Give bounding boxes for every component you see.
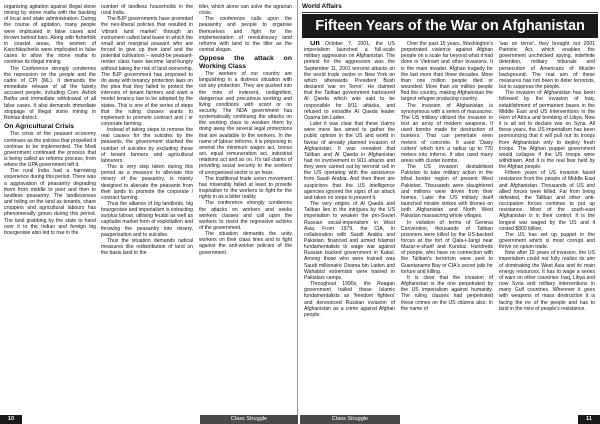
paragraph: Thus the alliance of big landlords, big bourgeoisie and imperialism is extracting surplus labour, utilising feudal as well as capitalist market form of exploitation and throwing the peasantry into misery, pauperisation and to suicides. — [101, 201, 193, 238]
dateline: On — [310, 41, 320, 47]
paragraph: organizing agitation against illegal stone mining by stone mafia with the backing of local and state administration. During the course of agitation, many people were implicated in false cases and thrown behind bars. Along with fisherfolk in coastal areas, the women of Kanchikacherla were implicated in false cases to allow the stone mafia to continue its illegal mining. — [4, 4, 96, 66]
paragraph: Over the past 15 years, Washington's perpetrated violence against Afghan people on a scale far beyond what it had done in Vietnam and other invasions. It is the main invader. Afghan tragedy for the last more than three decades. More than one million people died or wounded. More than six million people fled the country, making Afghanistan the largest refugee producing country. — [401, 41, 493, 103]
paragraph: The crisis of the peasant economy continues as the policies that propelled it continue to be implemented. The Modi government continued the process that is being called as reforms process, from where the UPA government left it. — [4, 131, 96, 169]
paragraph: The invasion of Afghanistan has been followed by the invasion of Iraq, establishment of permanent bases in the Middle East and US interventions in the Horn of Africa and bombing of Libya. Now it is all set to declare war on Syria. All these years, the US imperialism has been pronouncing that it will pull out its troops from Afghanistan only to deploy fresh troops. The Afghan puppet government would collapse if the US troops were withdrawn. And it is the real fear held by the Afghan people. — [499, 90, 595, 171]
magazine-name: Class Struggle — [300, 415, 400, 424]
paragraph: Later it was clear that these claims were mere lies aimed to gather the public opinion in the US and world in favour of already planned invasion of Afghanistan. It was revealed that Taliban and Al Qaeda in Afghanistan had no involvement in 9/11 attacks and they were carried out by terrorist cell in the US operating with the assistance from Saudi Arabia. And then there are suspicions that the US intelligence agencies ignored the signs of an attack and taken no steps to prevent it. — [304, 121, 395, 201]
paragraph — [304, 41, 395, 121]
section-heading: Oppose the attack on Working Class — [199, 55, 292, 70]
paragraph: In violation of terms of Geneva Convention, thousands of Taliban prisoners were killed by the US-backed forces at the fort of Qala-i-Jangi near Mazar-e-sharif and Kunduz. Hundreds of people, who have no connection with the Taliban's terrorism were sent to Guantanamo Bay or CIA's secret jails for torture and killing. — [401, 219, 493, 275]
left-column-1 — [4, 4, 96, 414]
paragraph: The conference calls upon the peasantry and people to organise themselves and fight for the implementation of revolutionary land reforms with land to the tiller as the central slogan. — [199, 16, 292, 54]
paragraph: The US has set up puppet in the government which is most corrupt and thrive on opium trade. — [499, 231, 595, 251]
paragraph: Thus the situation demands radical measures like redistribution of land on the basis land to the — [101, 237, 193, 257]
paragraph: The rural India had a harrowing experience during this period. There was a aggravation of peasantry degrading them from middle to poor and then to landless peasantry. The landlessness and toiling on the land as tenants, share croppers and agricultural labours has phenomenally grown during this period. The land grabbing by the state to hand over it to the Indian and foreign big bourgeoisie also led to rise in the — [4, 168, 96, 236]
page-number: 10 — [0, 415, 22, 424]
paragraph: Fifteen years of US invasion faced resistance from the people of Middle East and Afghanistan. Thousands of US and allied forces were killed. Far from being defeated, the Taliban and other anti-occupation forces continue to put up resistance. Most of the south-east Afghanistan is in their control. It is the longest war waged by the US and it costed $800 billion. — [499, 170, 595, 232]
magazine-name: Class Struggle — [200, 415, 298, 424]
left-column-2 — [101, 4, 193, 414]
paragraph: The Conference strongly condemns the repression on the people and the cadre of CPI (ML). It demands the immediate release of all the falsely accused people, including Com. Ashok Bathu and immediate withdrawal of all false cases. It also demands immediate stoppage of illegal stone mining in Rohtas district. — [4, 65, 96, 121]
page-number: 11 — [578, 415, 600, 424]
paragraph: number of landless households in the rural India. — [101, 4, 193, 17]
paragraph: Now after 15 years of invasion, the US imperialism could not fully realize its aim of dominating the West Asia and its main energy resources. It has to wage a series of wars on other countries: Iraq, Libya and now Syria and military interventions in many Gulf countries. Wherever it goes with weapons of mass destruction it is facing the ire of the people and has to land in the mire of people's resistance. — [499, 250, 595, 312]
paragraph: This is very step taken during this period as a measure to alleviate this misery of the peasantry, is mainly designed to alienate the peasants from their lands to promote the corporate / contract farming. — [101, 164, 193, 201]
paragraph: The invasion of Afghanistan is synonymous with a series of massacres. The US military utilized the invasion to test an array of modern weapons. It used bombs made for destruction of bunkers. That can penetrate even meters of concrete. It used 'Daisy cutters' which turn a radius up to 770 meters into inferno. It also used many areas with cluster bombs. — [401, 102, 493, 164]
paragraph: Throughout 1990s, the Reagan government hailed these Islamic fundamentalists as 'freedom fighters' and denounced Russian invasion of Afghanistan as a crime against Afghan people. — [304, 281, 395, 318]
left-page — [0, 0, 298, 424]
paragraph: The US invasion destabilised Pakistan to take military action in the tribal border region of present West Pakistan. Thousands were slaughtered and millions were driven from their homes. Later the US military itself launched missile strikes with drones on both Afghanistan and North West Pakistan massacring whole villages. — [401, 164, 493, 220]
paragraph: 'war on terror', they brought out 2001 Patriotic Act, which enables the government unchecked spying, indefinite detention, military tribunals and persecution of Americans of Muslim background. The real aim of these measures has not been to deter terrorists, but to suppress the people. — [499, 41, 595, 91]
section-label: World Affairs — [302, 3, 342, 10]
paragraph: Instead of taking steps to remove the real causes for the suicides by the peasants, the government slashed the number of suicides by excluding those of tenant farmers and agricultural labourers. — [101, 127, 193, 164]
left-column-3 — [199, 4, 292, 414]
right-column-2 — [401, 41, 493, 410]
section-heading: On Agricultural Crisis — [4, 122, 74, 130]
paragraph: The conference strongly condemns the attacks on workers and seeks workers classes and call upon the workers to resist the regressive actions of the government. — [199, 200, 292, 231]
paragraph: It is clear that the invasion of Afghanistan is the one perpetrated by the US imperialism against humanity. The ruling classes had perpetrated these crimes on the US citizens also. In the name of — [401, 274, 493, 312]
paragraph: tiller, which alone can solve the agrarian crisis. — [199, 4, 292, 17]
right-column-3 — [499, 41, 595, 410]
paragraph: The workers of our country are languishing in a distress situation with out any protection. They are pushed into the mire of indecent, undignified, dangerous and precarious working and living conditions with scant or no security. The NDA government has systematically continuing the attacks on the working class to weaken them by doing away the several legal protections that are available to the workers. In the name of labour reforms, it is proposing to amend the minimum wages act, bonus act, equal remuneration act, industrial relations act and so on. It's tall claims of providing social security to the workers of unorganised sector is an hoax. — [199, 71, 292, 176]
paragraph: The situation demands the unity workers on their class lines and to fight against the anti-worker policies of the government. — [199, 231, 292, 256]
right-column-1 — [304, 41, 395, 410]
paragraph: The very origins of Al Qaeda and Taliban lies in the intrigues by the US imperialism to weaken the pro-Soviet Russian social-imperialism in West Asia. From 1979, the CIA, in collaboration with Saudi Arabia and Pakistan, financed and armed Islamist fundamentalists to wage war against Russian backed government in Kabul. Among those who were trained was Saudi millionaire Osama bin Laden and Wahabist extremists were trained in Pakistani camps. — [304, 201, 395, 281]
paragraph: The traditional trade union movement has miserably failed at least to provide inspiration to the workers to fight for the rights in as a bitter reality. — [199, 175, 292, 201]
paragraph: The BJP governments have promoted the neo-liberal policies that resulted in 'vibrant land market' through an instrument called land lease in which the small and marginal peasant who are forced to give up their land and the potential cultivators – would-be peasant-rentier class have become land-hungry without taking the risk of land ownership. The BJP government has proposed to do away with tenancy protection laws on the plea that they failed to protect the interests of tenant farmers and want a model tenancy law to be adopted by the states. This is one of the series of steps that the ruling classes wants to implement to promote contract and / or corporate farming. — [101, 16, 193, 127]
divider — [302, 12, 598, 13]
article-headline: Fifteen Years of the War on Afghanistan — [302, 14, 598, 38]
paragraph-text: October 7, 2001, the US imperialism launched a full-scale military aggression on Afghanistan. The pretext for the aggression was the September 11, 2001 terrorist attacks on the world trade centre in New York on which afterwards President Bush declared 'war on Terror'. He claimed that the Taliban government harboured Al Qaeda which was said to be responsible for 9/11 attacks, and refused to extradite Al Qaeda leader Osama bin Laden. — [304, 41, 395, 121]
right-page — [300, 0, 600, 424]
